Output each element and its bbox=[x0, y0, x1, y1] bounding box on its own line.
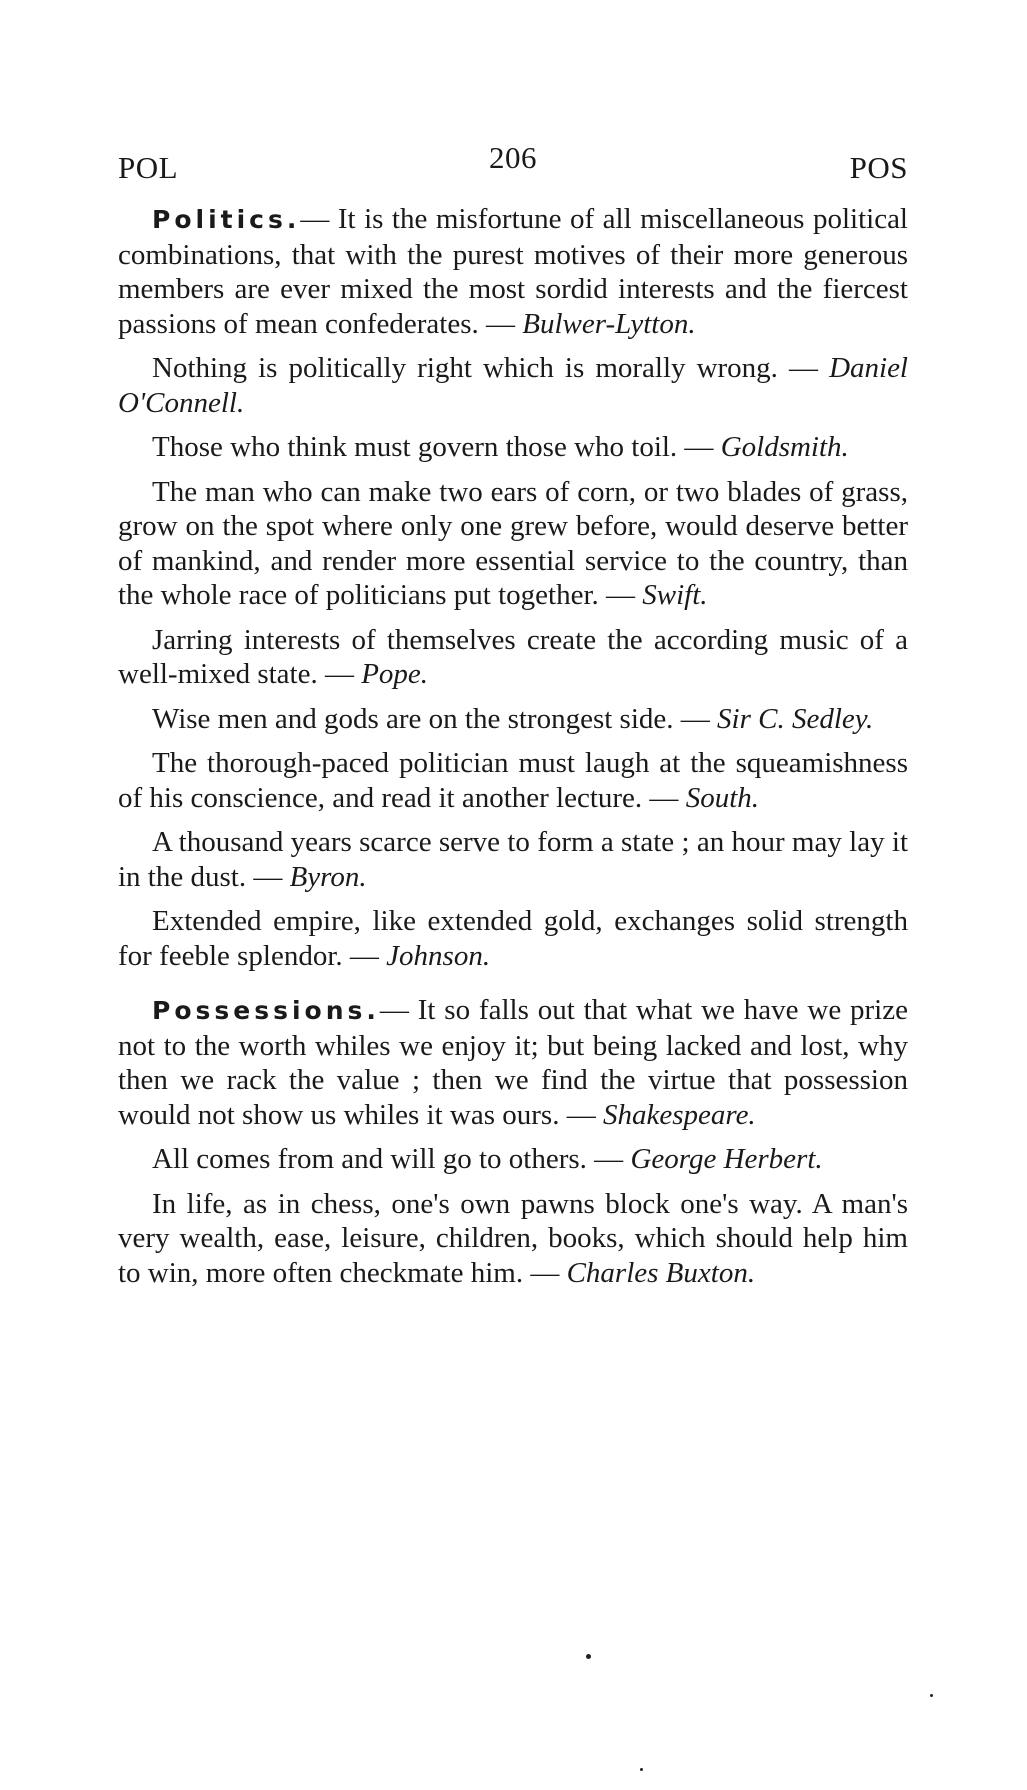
quote-author: Shakespeare. bbox=[602, 1098, 756, 1131]
quote-author: Byron. bbox=[289, 860, 367, 893]
quote-author: Charles Buxton. bbox=[566, 1256, 756, 1289]
quote-text: Nothing is politically right which is morally wrong. — bbox=[152, 352, 830, 384]
book-page bbox=[118, 140, 908, 1300]
quote-text: All comes from and will go to others. — bbox=[152, 1143, 631, 1175]
quote-entry bbox=[118, 623, 908, 692]
quote-entry bbox=[118, 825, 908, 894]
running-head-left: POL bbox=[118, 150, 179, 185]
quote-entry bbox=[118, 202, 908, 341]
quote-author: George Herbert. bbox=[630, 1143, 823, 1175]
quote-entry bbox=[118, 430, 908, 465]
quote-entry bbox=[118, 1187, 908, 1291]
quote-text: A thousand years scarce serve to form a state ; an hour may lay it in the dust. — bbox=[118, 826, 908, 893]
quote-author: Pope. bbox=[361, 658, 429, 690]
quote-author: Goldsmith. bbox=[720, 431, 849, 463]
print-speck bbox=[586, 1654, 591, 1659]
section-heading: Politics. bbox=[152, 205, 301, 234]
quote-text: Jarring interests of themselves create the according music of a well-mixed state. — bbox=[118, 623, 908, 690]
quote-text: The thorough-paced politician must laugh at the squeamishness of his conscience, and read it another lecture. — bbox=[118, 747, 908, 814]
quote-text: The man who can make two ears of corn, or two blades of grass, grow on the spot where only one grew before, would deserve better of mankind, and render more essential service to the country, than the whole race of politicians put together. — bbox=[118, 475, 908, 611]
quote-author: Sir C. Sedley. bbox=[717, 702, 874, 735]
running-head-right: POS bbox=[849, 150, 908, 185]
quote-author: Bulwer-Lytton. bbox=[522, 307, 696, 340]
quote-text: Wise men and gods are on the strongest side. — bbox=[152, 702, 718, 735]
quote-author: Swift. bbox=[642, 579, 708, 611]
quote-text: Extended empire, like extended gold, exchanges solid strength for feeble splendor. — bbox=[118, 905, 908, 972]
quote-entry bbox=[118, 1142, 908, 1177]
quote-entry bbox=[118, 993, 908, 1132]
quote-text: — It so falls out that what we have we prize not to the worth whiles we enjoy it; but being lacked and lost, why then we rack the value ; then we find the virtue that possession would not show us whiles it was ours. — bbox=[118, 994, 908, 1131]
running-head bbox=[118, 140, 908, 188]
quote-entry bbox=[118, 702, 908, 737]
quotation-list bbox=[118, 202, 908, 1290]
quote-author: South. bbox=[685, 781, 759, 814]
quote-author: Johnson. bbox=[386, 939, 491, 972]
quote-entry bbox=[118, 904, 908, 973]
section-heading: Possessions. bbox=[152, 996, 380, 1025]
quote-text: Those who think must govern those who toil. — bbox=[152, 431, 721, 463]
quote-author: Daniel O'Connell. bbox=[118, 352, 908, 419]
quote-text: In life, as in chess, one's own pawns block one's way. A man's very wealth, ease, leisure, children, books, which should help him to win, more often checkmate him. — bbox=[118, 1187, 908, 1289]
page-number: 206 bbox=[489, 140, 537, 175]
quote-text: — It is the misfortune of all miscellaneous political combinations, that with the purest motives of their more generous members are ever mixed the most sordid interests and the fiercest passions of mean confederates. — bbox=[118, 203, 908, 340]
quote-entry bbox=[118, 746, 908, 815]
print-speck bbox=[930, 1694, 933, 1697]
quote-entry bbox=[118, 351, 908, 420]
print-speck bbox=[640, 1768, 643, 1771]
quote-entry bbox=[118, 475, 908, 613]
